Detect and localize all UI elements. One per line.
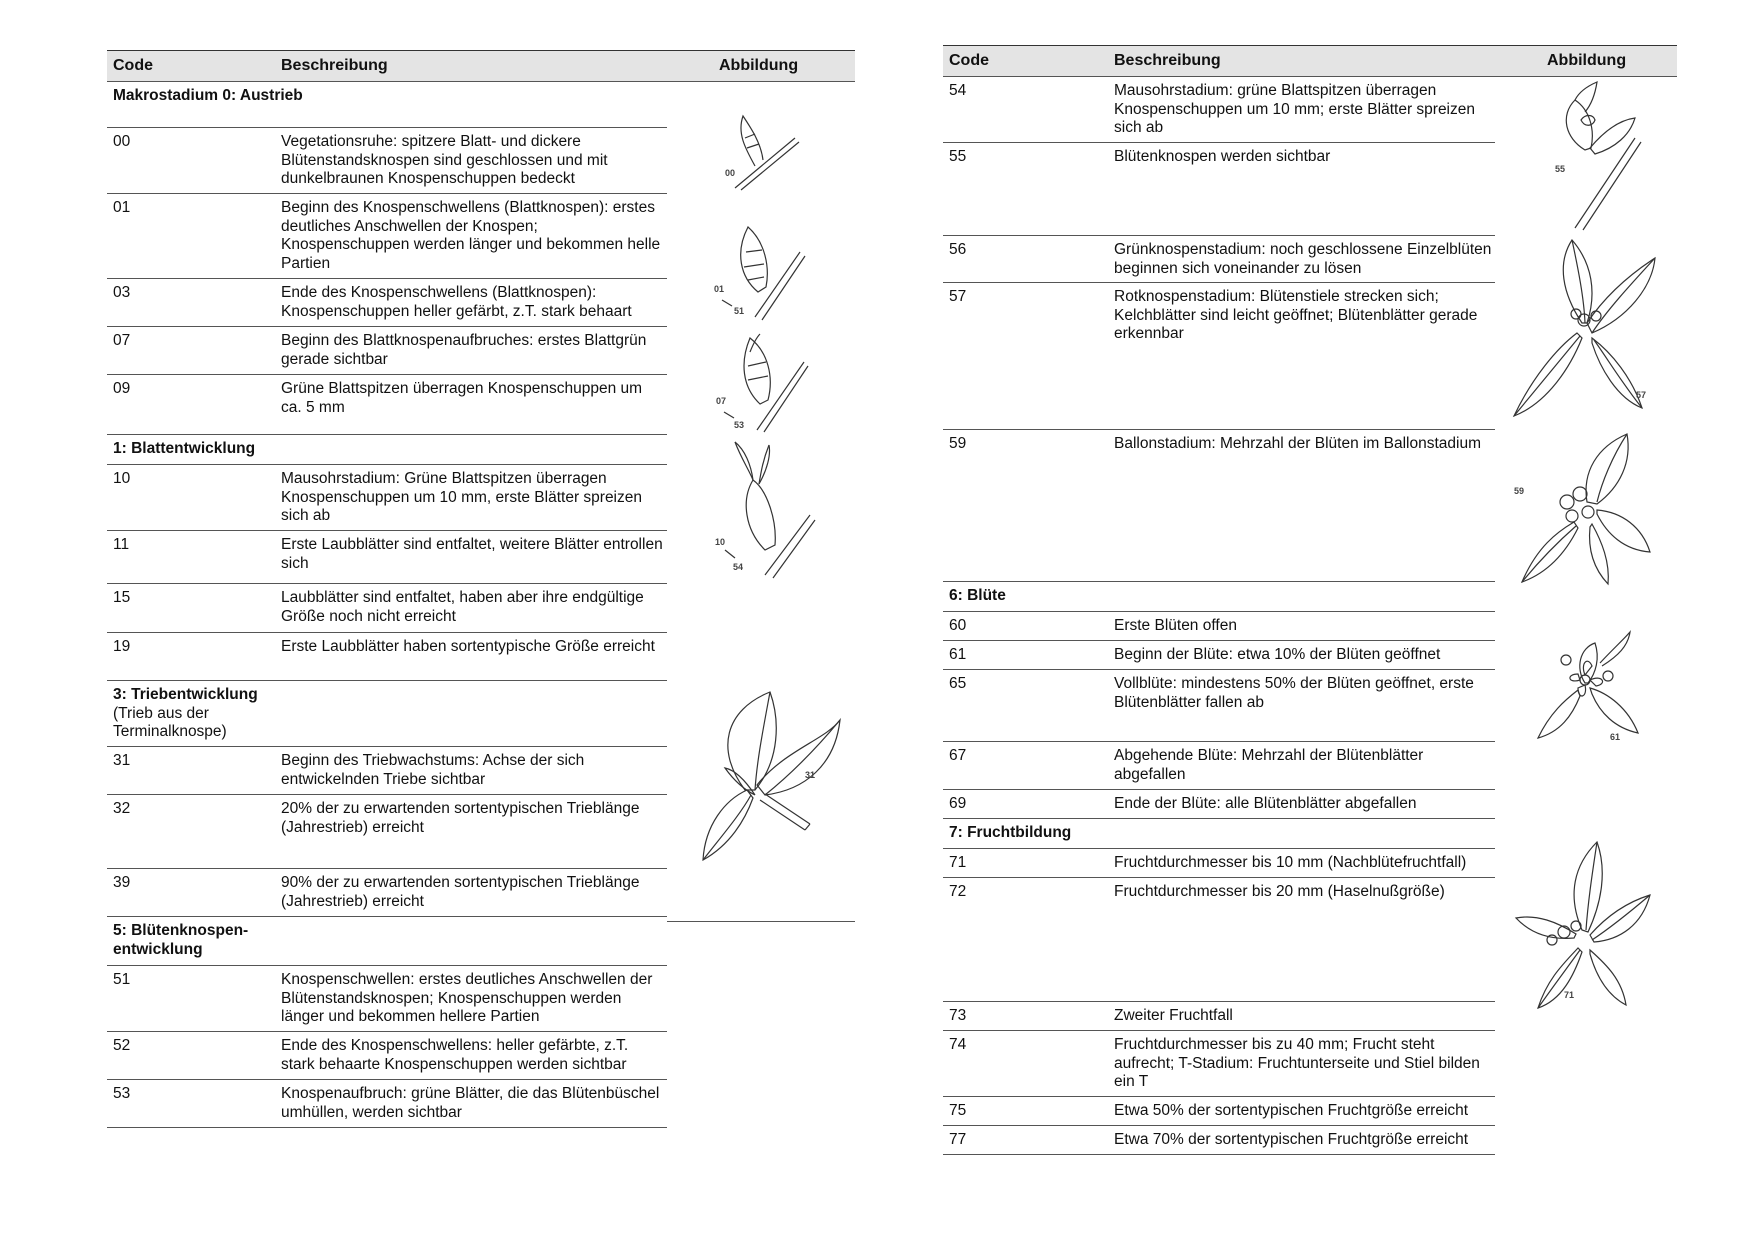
section-heading: [113, 87, 313, 106]
figure-label-59: 59: [1514, 486, 1525, 496]
table-row: [107, 747, 667, 795]
stage-code: 57: [949, 288, 967, 305]
section-label: 3: Triebentwicklung: [113, 686, 258, 703]
section-heading: [113, 686, 313, 742]
flower-bud-stage-57-illustration: [1512, 238, 1657, 418]
stage-code: 77: [949, 1131, 967, 1148]
stage-code: 61: [949, 646, 967, 663]
bud-stage-10-54-illustration: [705, 440, 815, 580]
figure-label-55: 55: [1555, 164, 1566, 174]
stage-description: Fruchtdurchmesser bis zu 40 mm; Frucht steht aufrecht; T-Stadium: Fruchtunterseite und Stiel bilden ein T: [1114, 1036, 1480, 1090]
stage-code: 75: [949, 1102, 967, 1119]
stage-description: Erste Blüten offen: [1114, 617, 1237, 634]
stage-description: 20% der zu erwartenden sortentypischen Trieblänge (Jahrestrieb) erreicht: [281, 800, 640, 836]
table-row: [943, 742, 1495, 790]
stage-description: Knospenschwellen: erstes deutliches Anschwellen der Blütenstandsknospen; Knospenschuppen werden länger und bekommen hellere Partien: [281, 971, 653, 1025]
stage-description: Beginn der Blüte: etwa 10% der Blüten geöffnet: [1114, 646, 1441, 663]
stage-description: Etwa 50% der sortentypischen Fruchtgröße erreicht: [1114, 1102, 1469, 1119]
table-row: [943, 849, 1495, 878]
stage-code: 52: [113, 1037, 131, 1054]
table-row: [107, 795, 667, 869]
stage-description: Ballonstadium: Mehrzahl der Blüten im Ballonstadium: [1114, 435, 1482, 452]
stage-code: 74: [949, 1036, 967, 1053]
stage-code: 71: [949, 854, 967, 871]
section-heading-row: [943, 582, 1495, 612]
figure-label-54a: 54: [733, 562, 744, 572]
stage-description: Abgehende Blüte: Mehrzahl der Blütenblätter abgefallen: [1114, 747, 1424, 783]
figure-label-01: 01: [714, 284, 725, 294]
table-row: [943, 1002, 1495, 1031]
table-header: [943, 45, 1677, 77]
header-code: Code: [949, 52, 989, 69]
figure-label-00: 00: [725, 168, 736, 178]
stage-code: 55: [949, 148, 967, 165]
table-row: [943, 236, 1495, 283]
table-row: [943, 1031, 1495, 1097]
stage-code: 39: [113, 874, 131, 891]
table-row: [943, 790, 1495, 819]
stage-description: Grünknospenstadium: noch geschlossene Einzelblüten beginnen sich voneinander zu lösen: [1114, 241, 1492, 277]
stage-description: Fruchtdurchmesser bis 20 mm (Haselnußgröße): [1114, 883, 1445, 900]
shoot-stage-31-illustration: [685, 690, 845, 865]
stage-description: Beginn des Triebwachstums: Achse der sich entwickelnden Triebe sichtbar: [281, 752, 585, 788]
section-heading-row: [107, 82, 667, 128]
stage-code: 51: [113, 971, 131, 988]
stage-description: Zweiter Fruchtfall: [1114, 1007, 1233, 1024]
flowering-stage-61-illustration: [1530, 628, 1640, 748]
stage-description: Vegetationsruhe: spitzere Blatt- und dickere Blütenstandsknospen sind geschlossen und mit dunkelbraunen Knospenschuppen bedeckt: [281, 133, 608, 187]
stage-code: 07: [113, 332, 131, 349]
stage-code: 00: [113, 133, 131, 150]
bud-stage-07-53-illustration: [712, 332, 807, 432]
stage-code: 73: [949, 1007, 967, 1024]
stage-code: 65: [949, 675, 967, 692]
stage-description: 90% der zu erwartenden sortentypischen Trieblänge (Jahrestrieb) erreicht: [281, 874, 640, 910]
stage-code: 59: [949, 435, 967, 452]
section-heading: [949, 587, 1149, 606]
stage-description: Beginn des Blattknospenaufbruches: erstes Blattgrün gerade sichtbar: [281, 332, 647, 368]
section-heading-row: [107, 435, 667, 465]
stage-code: 53: [113, 1085, 131, 1102]
table-row: [943, 77, 1495, 143]
bud-stage-00-illustration: [715, 108, 805, 193]
stage-description: Vollblüte: mindestens 50% der Blüten geöffnet, erste Blütenblätter fallen ab: [1114, 675, 1474, 711]
stage-code: 56: [949, 241, 967, 258]
table-row: [943, 670, 1495, 742]
figure-label-10: 10: [715, 537, 726, 547]
stage-code: 54: [949, 82, 967, 99]
stage-description: Etwa 70% der sortentypischen Fruchtgröße erreicht: [1114, 1131, 1469, 1148]
table-row: [107, 869, 667, 917]
table-row: [943, 1126, 1495, 1155]
section-heading: [113, 440, 313, 459]
section-sublabel: (Trieb aus der Terminalknospe): [113, 704, 227, 740]
section-heading-row: [107, 917, 667, 966]
stage-code: 31: [113, 752, 131, 769]
bud-stage-54-55-illustration: [1535, 80, 1645, 230]
table-row: [107, 465, 667, 531]
figure-label-07: 07: [716, 396, 727, 406]
stage-description: Blütenknospen werden sichtbar: [1114, 148, 1331, 165]
header-abbildung: Abbildung: [1547, 52, 1627, 69]
figure-label-53: 53: [734, 420, 745, 430]
table-row: [107, 1032, 667, 1080]
header-abbildung: Abbildung: [719, 57, 799, 74]
section-heading-row: [107, 681, 667, 747]
stage-description: Knospenaufbruch: grüne Blätter, die das Blütenbüschel umhüllen, werden sichtbar: [281, 1085, 660, 1121]
table-row: [107, 128, 667, 194]
section-label: 6: Blüte: [949, 587, 1006, 604]
stage-code: 10: [113, 470, 131, 487]
figure-label-51: 51: [734, 306, 745, 316]
table-row: [107, 375, 667, 435]
stage-description: Ende des Knospenschwellens: heller gefärbte, z.T. stark behaarte Knospenschuppen werden sichtbar: [281, 1037, 629, 1073]
stage-description: Mausohrstadium: Grüne Blattspitzen überragen Knospenschuppen um 10 mm, erste Blätter spreizen sich ab: [281, 470, 642, 524]
table-row: [107, 584, 667, 633]
table-row: [107, 194, 667, 279]
section-heading-row: [943, 819, 1495, 849]
table-row: [107, 531, 667, 584]
table-row: [943, 641, 1495, 670]
stage-code: 11: [113, 536, 130, 553]
stage-code: 03: [113, 284, 131, 301]
section-label: Makrostadium 0: Austrieb: [113, 87, 303, 104]
table-row: [943, 612, 1495, 641]
section-heading: [113, 922, 313, 959]
table-row: [943, 878, 1495, 1002]
stage-description: Mausohrstadium: grüne Blattspitzen überragen Knospenschuppen um 10 mm; erste Blätter spreizen sich ab: [1114, 82, 1475, 136]
header-beschreibung: Beschreibung: [281, 57, 388, 74]
table-row: [107, 1080, 667, 1128]
table-row: [943, 430, 1495, 582]
table-row: [943, 143, 1495, 236]
table-header: [107, 50, 855, 82]
stage-description: Ende des Knospenschwellens (Blattknospen): Knospenschuppen heller gefärbt, z.T. stark behaart: [281, 284, 632, 320]
stage-description: Erste Laubblätter haben sortentypische Größe erreicht: [281, 638, 655, 655]
left-table: [107, 50, 855, 1128]
section-label: 7: Fruchtbildung: [949, 824, 1072, 841]
fruit-stage-71-illustration: [1512, 840, 1652, 1010]
table-row: [107, 279, 667, 327]
stage-code: 19: [113, 638, 131, 655]
balloon-stage-59-illustration: [1512, 432, 1652, 587]
header-code: Code: [113, 57, 153, 74]
stage-code: 32: [113, 800, 131, 817]
section-label: 1: Blattentwicklung: [113, 440, 256, 457]
stage-code: 01: [113, 199, 131, 216]
section-divider: [667, 921, 855, 922]
stage-code: 69: [949, 795, 967, 812]
stage-code: 09: [113, 380, 131, 397]
header-beschreibung: Beschreibung: [1114, 52, 1221, 69]
stage-description: Laubblätter sind entfaltet, haben aber ihre endgültige Größe noch nicht erreicht: [281, 589, 644, 625]
stage-description: Ende der Blüte: alle Blütenblätter abgefallen: [1114, 795, 1417, 812]
stage-description: Fruchtdurchmesser bis 10 mm (Nachblütefruchtfall): [1114, 854, 1467, 871]
stage-description: Rotknospenstadium: Blütenstiele strecken sich; Kelchblätter sind leicht geöffnet; Blütenblätter gerade erkennbar: [1114, 288, 1478, 342]
figure-label-61: 61: [1610, 732, 1621, 742]
stage-code: 67: [949, 747, 967, 764]
figure-label-71: 71: [1564, 990, 1575, 1000]
figure-label-31: 31: [805, 770, 816, 780]
table-row: [943, 1097, 1495, 1126]
stage-code: 72: [949, 883, 967, 900]
table-row: [943, 283, 1495, 430]
stage-code: 60: [949, 617, 967, 634]
stage-description: Erste Laubblätter sind entfaltet, weitere Blätter entrollen sich: [281, 536, 663, 572]
section-label: 5: Blütenknospen-entwicklung: [113, 922, 249, 958]
figure-label-57: 57: [1636, 390, 1647, 400]
stage-description: Grüne Blattspitzen überragen Knospenschuppen um ca. 5 mm: [281, 380, 643, 416]
section-heading: [949, 824, 1149, 843]
bud-stage-01-51-illustration: [710, 222, 805, 322]
table-row: [107, 327, 667, 375]
stage-code: 15: [113, 589, 131, 606]
table-row: [107, 966, 667, 1032]
table-row: [107, 633, 667, 681]
stage-description: Beginn des Knospenschwellens (Blattknospen): erstes deutliches Anschwellen der Knospen; Knospenschuppen werden länger und bekommen helle Partien: [281, 199, 661, 272]
